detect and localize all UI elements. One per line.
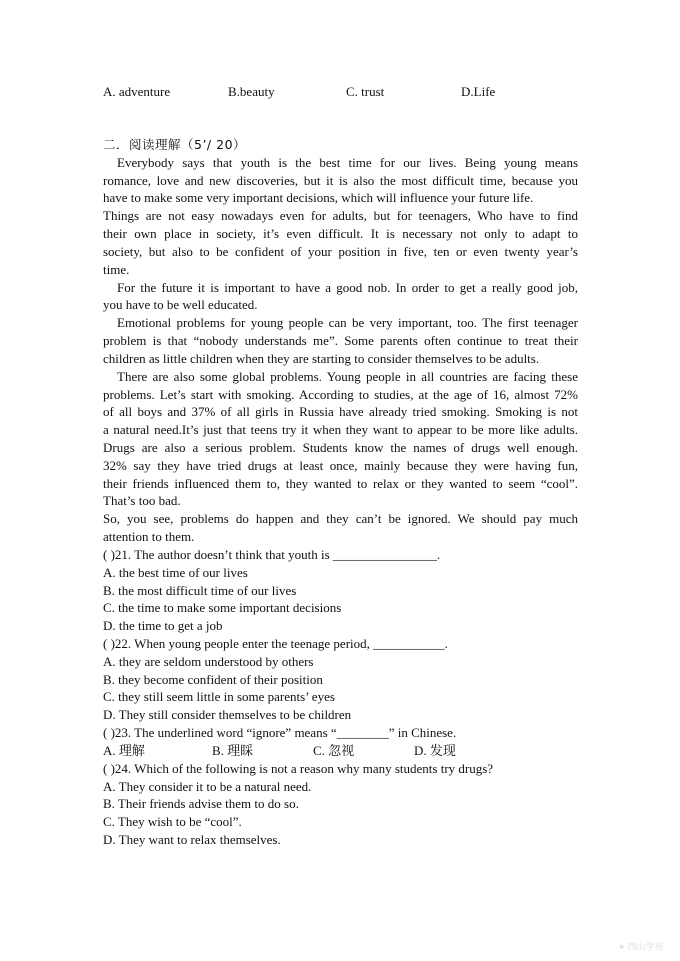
q20-option-d: D.Life — [461, 84, 496, 99]
option-c: C. They wish to be “cool”. — [103, 814, 242, 829]
q20-option-c: C. trust — [346, 84, 385, 99]
passage-line: Things are not easy nowadays even for adults, but for teenagers, Who have to find — [103, 208, 578, 223]
passage-line: For the future it is important to have a good nob. In order to get a really good job, — [117, 280, 578, 295]
passage-line: a natural need.It’s just that teens try it when they want to appear to be more like adults. — [103, 422, 578, 437]
option-d: D. 发现 — [414, 743, 456, 758]
passage-line: Emotional problems for young people can be very important, too. The first teenager — [117, 315, 578, 330]
option-d: D. They still consider themselves to be children — [103, 707, 352, 722]
watermark — [618, 940, 664, 953]
q20-option-b: B.beauty — [228, 84, 275, 99]
watermark-logo-icon: ✴ — [618, 943, 626, 953]
passage-line: problem is that “nobody understands me”. Some parents often continue to treat their — [103, 333, 578, 348]
passage-line: you have to be well educated. — [103, 297, 258, 312]
passage-line: That’s too bad. — [103, 493, 181, 508]
passage-line: their own place in society, it’s even difficult. It is necessary not only to adapt to — [103, 226, 578, 241]
option-a: A. They consider it to be a natural need. — [103, 779, 312, 794]
question-stem: ( )21. The author doesn’t think that youth is ________________. — [103, 547, 441, 562]
option-c: C. the time to make some important decisions — [103, 600, 342, 615]
option-a: A. they are seldom understood by others — [103, 654, 314, 669]
option-a: A. the best time of our lives — [103, 565, 248, 580]
passage-line: Drugs are also a serious problem. Students know the names of drugs well enough. — [103, 440, 578, 455]
option-d: D. They want to relax themselves. — [103, 832, 281, 847]
passage-line: of all boys and 37% of all girls in Russia have already tried smoking. Smoking is not — [103, 404, 578, 419]
option-b: B. they become confident of their position — [103, 672, 323, 687]
passage-line: There are also some global problems. Young people in all countries are facing these — [117, 369, 578, 384]
option-b: B. the most difficult time of our lives — [103, 583, 297, 598]
question-stem: ( )22. When young people enter the teenage period, ___________. — [103, 636, 448, 651]
option-c: C. 忽视 — [313, 743, 355, 758]
passage-line: So, you see, problems do happen and they can’t be ignored. We should pay much — [103, 511, 578, 526]
option-b: B. Their friends advise them to do so. — [103, 796, 299, 811]
question-20-options — [103, 83, 578, 101]
question-stem: ( )23. The underlined word “ignore” means “________” in Chinese. — [103, 725, 457, 740]
passage-line: time. — [103, 262, 130, 277]
watermark-text: 西山学苑 — [627, 943, 664, 953]
q20-option-a: A. adventure — [103, 84, 171, 99]
passage-line: romance, love and new discoveries, but it is also the most difficult time, because you — [103, 173, 578, 188]
option-d: D. the time to get a job — [103, 618, 223, 633]
passage-line: Everybody says that youth is the best time for our lives. Being young means — [117, 155, 578, 170]
option-b: B. 理睬 — [212, 743, 254, 758]
passage-line: attention to them. — [103, 529, 195, 544]
passage-line: their friends influenced them to, they wanted to relax or they wanted to seem “cool”. — [103, 476, 578, 491]
option-a: A. 理解 — [103, 743, 145, 758]
question-stem: ( )24. Which of the following is not a reason why many students try drugs? — [103, 761, 494, 776]
passage-line: problems. Let’s start with smoking. According to studies, at the age of 16, almost 72% — [103, 387, 578, 402]
options-row — [103, 742, 578, 760]
passage-line: children as little children when they are starting to consider themselves to be adults. — [103, 351, 540, 366]
passage-line: have to make some very important decisions, which will influence your future life. — [103, 190, 534, 205]
section-title: 二．阅读理解（5’/ 20） — [103, 137, 247, 152]
answer-blank: ________________ — [332, 547, 437, 562]
passage-line: society, but also to be confident of your position in five, ten or even twenty year’s — [103, 244, 578, 259]
answer-blank: ___________ — [373, 636, 445, 651]
answer-blank: ________ — [336, 725, 389, 740]
option-c: C. they still seem little in some parents’ eyes — [103, 689, 335, 704]
passage-line: 32% say they have tried drugs at least once, mainly because they were having fun, — [103, 458, 578, 473]
